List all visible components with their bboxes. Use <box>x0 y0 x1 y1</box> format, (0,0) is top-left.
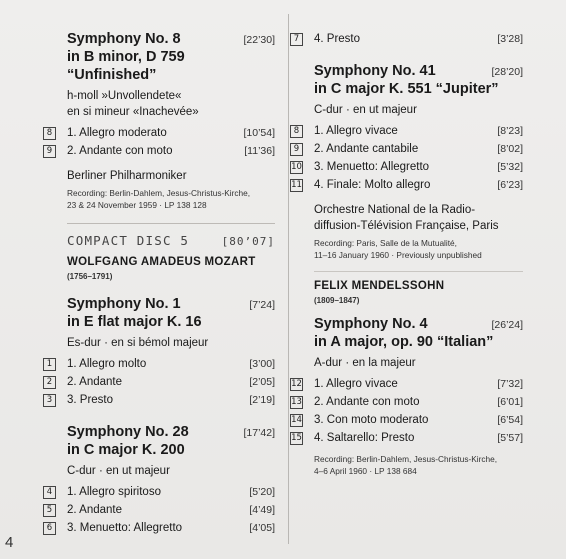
track-time: [2’05] <box>249 376 275 388</box>
key: Es-dur · en si bémol majeur <box>67 337 209 349</box>
work-title-row <box>314 62 523 80</box>
track-name: 1. Allegro molto <box>67 358 147 370</box>
track-row[interactable] <box>46 124 275 142</box>
track-row[interactable] <box>291 375 523 393</box>
track-time: [2’19] <box>249 394 275 406</box>
disc-duration: [80’07] <box>221 235 275 248</box>
key-german: h-moll »Unvollendete« <box>67 90 182 102</box>
recording-line: 4–6 April 1960 · LP 138 684 <box>314 466 417 476</box>
right-column <box>291 30 523 477</box>
track-number: 7 <box>290 33 303 46</box>
track-time: [10’54] <box>243 127 275 139</box>
track-number: 12 <box>291 379 302 389</box>
track-row[interactable] <box>293 30 523 48</box>
track-number: 14 <box>291 415 302 425</box>
work-duration: [28’20] <box>491 66 523 78</box>
track-row[interactable] <box>46 483 275 501</box>
key: C-dur · en ut majeur <box>314 104 417 116</box>
track-number: 10 <box>291 162 302 172</box>
track-time: [5’57] <box>497 432 523 444</box>
track-time: [5’20] <box>249 486 275 498</box>
work-duration: [7’24] <box>249 299 275 311</box>
track-row[interactable] <box>291 158 523 176</box>
composer-name: WOLFGANG AMADEUS MOZART <box>67 256 256 268</box>
recording-line: 11–16 January 1960 · Previously unpublished <box>314 250 482 260</box>
track-row[interactable] <box>291 411 523 429</box>
track-name: 2. Andante <box>67 504 122 516</box>
section-divider <box>314 271 523 272</box>
track-number: 4 <box>43 486 56 499</box>
track-time: [6’01] <box>497 396 523 408</box>
recording-line: Recording: Paris, Salle de la Mutualité, <box>314 238 457 248</box>
column-divider <box>288 14 289 544</box>
track-time: [3’28] <box>497 33 523 45</box>
composer-name: FELIX MENDELSSOHN <box>314 280 445 292</box>
track-number: 2 <box>43 376 56 389</box>
track-time: [7’32] <box>497 378 523 390</box>
track-name: 1. Allegro spiritoso <box>67 486 161 498</box>
track-name: 2. Andante con moto <box>314 396 420 408</box>
work-title-row <box>67 423 275 441</box>
work-block <box>46 295 275 409</box>
track-time: [6’23] <box>497 179 523 191</box>
performer: Berliner Philharmoniker <box>67 170 187 182</box>
work-title: in A major, op. 90 “Italian” <box>314 334 494 350</box>
track-row[interactable] <box>46 142 275 160</box>
recording-info <box>314 453 523 477</box>
track-name: 2. Andante cantabile <box>314 143 419 155</box>
track-name: 4. Finale: Molto allegro <box>314 179 431 191</box>
work-title-row <box>67 295 275 313</box>
composer-dates: (1756–1791) <box>67 272 113 281</box>
recording-line: Recording: Berlin-Dahlem, Jesus-Christus-Kirche, <box>67 188 251 198</box>
track-number: 3 <box>43 394 56 407</box>
track-name: 3. Menuetto: Allegretto <box>67 522 183 534</box>
disc-title: COMPACT DISC 5 <box>67 233 190 248</box>
track-name: 3. Con moto moderato <box>314 414 429 426</box>
recording-info <box>314 237 523 261</box>
composer-dates: (1809–1847) <box>314 296 360 305</box>
track-number: 1 <box>43 358 56 371</box>
track-number: 8 <box>290 125 303 138</box>
track-row[interactable] <box>46 501 275 519</box>
work-block <box>46 423 275 537</box>
track-number: 9 <box>43 145 56 158</box>
track-time: [5’32] <box>497 161 523 173</box>
track-row[interactable] <box>46 391 275 409</box>
work-subtitle: “Unfinished” <box>67 67 157 83</box>
track-name: 1. Allegro vivace <box>314 378 398 390</box>
track-row[interactable] <box>46 519 275 537</box>
track-number: 5 <box>43 504 56 517</box>
track-name: 4. Presto <box>314 33 361 45</box>
recording-line: 23 & 24 November 1959 · LP 138 128 <box>67 200 207 210</box>
track-time: [3’00] <box>249 358 275 370</box>
track-row[interactable] <box>46 355 275 373</box>
track-row[interactable] <box>293 122 523 140</box>
key-french: en si mineur «Inachevée» <box>67 106 199 118</box>
track-time: [4’49] <box>249 504 275 516</box>
track-time: [11’36] <box>244 145 275 157</box>
work-title: in B minor, D 759 <box>67 49 185 65</box>
work-duration: [26’24] <box>491 319 523 331</box>
track-name: 4. Saltarello: Presto <box>314 432 415 444</box>
track-name: 3. Menuetto: Allegretto <box>314 161 430 173</box>
track-time: [8’23] <box>497 125 523 137</box>
work-block <box>291 62 523 261</box>
track-name: 2. Andante con moto <box>67 145 173 157</box>
recording-line: Recording: Berlin-Dahlem, Jesus-Christus-Kirche, <box>314 454 498 464</box>
performer <box>314 202 523 234</box>
work-title: Symphony No. 8 <box>67 31 181 47</box>
work-title: Symphony No. 4 <box>314 316 428 332</box>
left-column <box>46 30 275 537</box>
performer-line: diffusion-Télévision Française, Paris <box>314 220 499 232</box>
work-duration: [22’30] <box>243 34 275 46</box>
track-name: 1. Allegro vivace <box>314 125 398 137</box>
track-time: [4’05] <box>249 522 275 534</box>
key: A-dur · en la majeur <box>314 357 416 369</box>
track-name: 1. Allegro moderato <box>67 127 167 139</box>
work-title: Symphony No. 41 <box>314 63 436 79</box>
track-number: 11 <box>291 180 302 190</box>
work-block <box>291 315 523 477</box>
work-duration: [17’42] <box>243 427 275 439</box>
track-number: 9 <box>290 143 303 156</box>
work-title-row <box>314 315 523 333</box>
key: C-dur · en ut majeur <box>67 465 170 477</box>
track-number: 13 <box>291 397 302 407</box>
track-time: [8’02] <box>497 143 523 155</box>
track-number: 8 <box>43 127 56 140</box>
track-row[interactable] <box>291 429 523 447</box>
track-row[interactable] <box>291 176 523 194</box>
track-number: 15 <box>291 433 302 443</box>
track-row[interactable] <box>46 373 275 391</box>
track-name: 3. Presto <box>67 394 114 406</box>
track-time: [6’54] <box>497 414 523 426</box>
performer-line: Orchestre National de la Radio- <box>314 204 476 216</box>
page-number: 4 <box>5 534 14 551</box>
work-title: in E flat major K. 16 <box>67 314 202 330</box>
work-title: Symphony No. 1 <box>67 296 181 312</box>
work-title: in C major K. 551 “Jupiter” <box>314 81 499 97</box>
disc-header <box>67 223 275 248</box>
track-number: 6 <box>43 522 56 535</box>
work-title: Symphony No. 28 <box>67 424 189 440</box>
track-row[interactable] <box>291 393 523 411</box>
track-row[interactable] <box>293 140 523 158</box>
recording-info <box>67 187 275 211</box>
track-name: 2. Andante <box>67 376 122 388</box>
work-title-row <box>67 30 275 48</box>
work-title: in C major K. 200 <box>67 442 185 458</box>
